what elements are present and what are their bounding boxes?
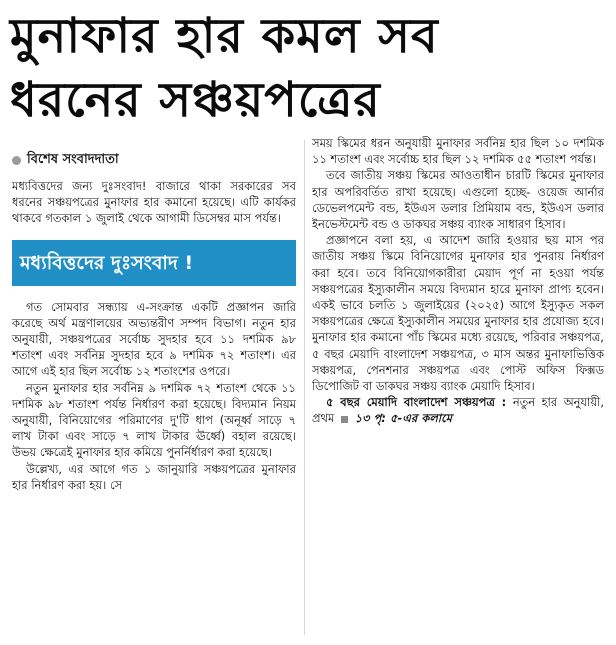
intro-paragraph: মধ্যবিত্তদের জন্য দুঃসংবাদ! বাজারে থাকা সরকারের সব ধরনের সঞ্চয়পত্রের মুনাফার হার কমানো হয়েছে। এটি কার্যকর থাকবে গতকাল ১ জুলাই থেকে আগামী ডিসেম্বর মাস পর্যন্ত। <box>12 180 296 226</box>
paragraph: নতুন মুনাফার হার সর্বনিম্ন ৯ দশমিক ৭২ শতাংশ থেকে ১১ দশমিক ৯৮ শতাংশ পর্যন্ত নির্ধারণ করা হয়েছে। বিদ্যমান নিয়ম অনুযায়ী, বিনিয়োগের পরিমাণের দু'টি ধাপ (অনূর্ধ্ব সাড়ে ৭ লাখ টাকা এবং সাড়ে ৭ লাখ টাকার ঊর্ধ্বে) বহাল রয়েছে। উভয় ক্ষেত্রেই মুনাফার হার কমিয়ে পুনর্নির্ধারণ করা হয়েছে। <box>12 381 296 460</box>
subhead-text: নতুন হার অনুযায়ী, প্রথম <box>312 396 605 426</box>
headline-line-1: মুনাফার হার কমল সব <box>10 8 439 64</box>
subhead: ৫ বছর মেয়াদি বাংলাদেশ সঞ্চয়পত্র : <box>326 396 507 410</box>
paragraph: উল্লেখ্য, এর আগে গত ১ জানুয়ারি সঞ্চয়পত্রের মুনাফার হার নির্ধারণ করা হয়। সে <box>12 462 296 492</box>
paragraph: সময় স্কিমের ধরন অনুযায়ী মুনাফার সর্বনিম্ন হার ছিল ১০ দশমিক ১১ শতাংশ এবং সর্বোচ্চ হার ছিল ১২ দশমিক ৫৫ শতাংশ পর্যন্ত। <box>312 137 604 167</box>
column-divider <box>304 140 305 635</box>
continued-note: ১৩ পৃ: ৫-এর কলামে <box>354 412 453 426</box>
right-column <box>312 136 604 428</box>
paragraph: প্রজ্ঞাপনে বলা হয়, এ আদেশ জারি হওয়ার ছয় মাস পর জাতীয় সঞ্চয় স্কিমে বিনিয়োগের মুনাফার হার পুনরায় নির্ধারণ করা হবে। তবে বিনিয়োগকারীরা মেয়াদ পূর্ণ না হওয়া পর্যন্ত সঞ্চয়পত্রের ইস্যুকালীন সময়ে বিদ্যমান হারে মুনাফা প্রাপ্য হবেন। একই ভাবে চলতি ১ জুলাইয়ের (২০২৫) আগে ইস্যুকৃত সকল সঞ্চয়পত্রের ক্ষেত্রে ইস্যুকালীন সময়ের মুনাফার হার প্রযোজ্য হবে। মুনাফার হার কমানো পাঁচ স্কিমের মধ্যে রয়েছে, পরিবার সঞ্চয়পত্র, ৫ বছর মেয়াদি বাংলাদেশ সঞ্চয়পত্র, ৩ মাস অন্তর মুনাফাভিত্তিক সঞ্চয়পত্র, পেনশনার সঞ্চয়পত্র এবং পোস্ট অফিস ফিক্সড ডিপোজিট বা ডাকঘর সঞ্চয় ব্যাংক মেয়াদি হিসাব। <box>312 234 604 394</box>
byline-text: বিশেষ সংবাদদাতা <box>27 152 119 167</box>
byline <box>12 150 296 171</box>
paragraph-with-subhead <box>312 395 604 427</box>
square-bullet-icon <box>341 416 348 423</box>
headline-line-2: ধরনের সঞ্চয়পত্রের <box>10 72 381 128</box>
bullet-icon <box>12 156 21 165</box>
highlight-banner: মধ্যবিত্তদের দুঃসংবাদ ! <box>12 240 296 286</box>
left-column <box>12 150 296 494</box>
paragraph: গত সোমবার সন্ধ্যায় এ-সংক্রান্ত একটি প্রজ্ঞাপন জারি করেছে অর্থ মন্ত্রণালয়ের অভ্যন্তরীণ সম্পদ বিভাগ। নতুন হার অনুযায়ী, সঞ্চয়পত্রের সর্বোচ্চ সুদহার হবে ১১ দশমিক ৯৮ শতাংশ এবং সর্বনিম্ন সুদহার হবে ৯ দশমিক ৭২ শতাংশ। এর আগে এই হার ছিল সর্বোচ্চ ১২ শতাংশের ওপরে। <box>12 300 296 379</box>
headline <box>10 4 610 132</box>
paragraph: তবে জাতীয় সঞ্চয় স্কিমের আওতাধীন চারটি স্কিমের মুনাফার হার অপরিবর্তিত রাখা হয়েছে। এগুলো হচ্ছে- ওয়েজ আর্নার ডেভেলপমেন্ট বন্ড, ইউএস ডলার প্রিমিয়াম বন্ড, ইউএস ডলার ইনভেস্টমেন্ট বন্ড ও ডাকঘর সঞ্চয় ব্যাংক সাধারণ হিসাব। <box>312 169 604 232</box>
